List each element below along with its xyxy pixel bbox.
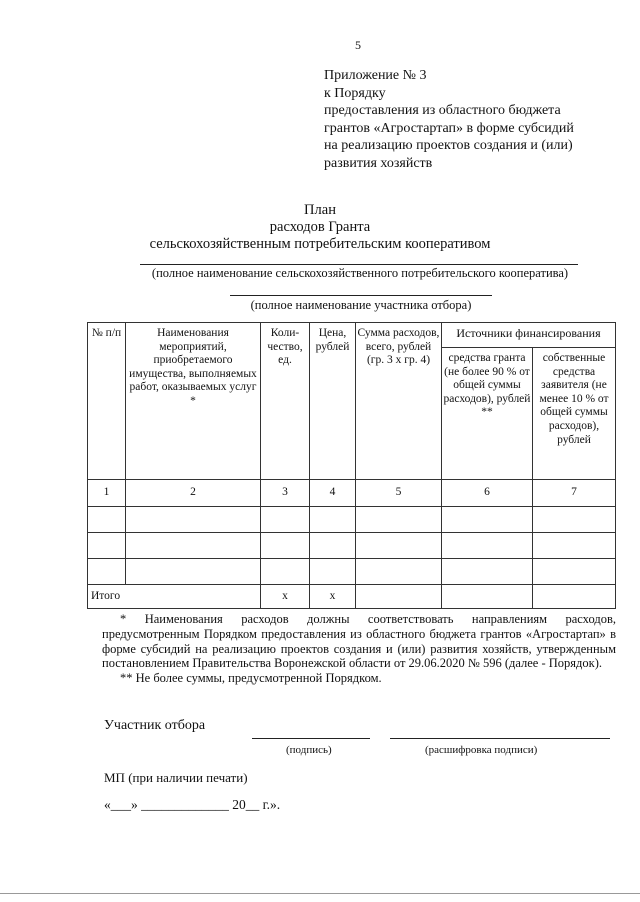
table-cell (310, 559, 356, 585)
table-cell (356, 533, 442, 559)
header-item-name: Наименования мероприятий, приобретаемого имущества, выполняемых работ, оказываемых услуг * (126, 323, 261, 480)
table-cell (356, 559, 442, 585)
total-quantity: x (261, 585, 310, 609)
header-quantity: Коли-чество, ед. (261, 323, 310, 480)
header-funding-sources: Источники финансирования (442, 323, 616, 348)
title-line: План (304, 202, 336, 218)
table-cell (533, 533, 616, 559)
header-total-sum: Сумма расходов, всего, рублей (гр. 3 х гр. 4) (356, 323, 442, 480)
table-cell (533, 507, 616, 533)
table-cell (261, 559, 310, 585)
participant-name-caption: (полное наименование участника отбора) (250, 298, 472, 312)
total-label: Итого (88, 585, 261, 609)
signature-caption: (подпись) (286, 744, 332, 756)
table-cell (310, 533, 356, 559)
table-row (88, 533, 616, 559)
signature-line (252, 738, 370, 739)
table-cell (533, 559, 616, 585)
stamp-note: МП (при наличии печати) (104, 770, 248, 785)
table-cell (126, 507, 261, 533)
column-number-cell: 7 (533, 480, 616, 507)
header-own-funds: собственные средства заявителя (не менее 10 % от общей суммы расходов), рублей (533, 348, 616, 480)
appendix-line: Приложение № 3 (324, 68, 427, 83)
page-bottom-rule (0, 893, 640, 894)
footnote-2: ** Не более суммы, предусмотренной Порядком. (120, 671, 382, 686)
total-price: x (310, 585, 356, 609)
table-cell (126, 559, 261, 585)
title-line: расходов Гранта (269, 219, 371, 235)
cooperative-name-caption: (полное наименование сельскохозяйственного потребительского кооператива) (151, 266, 569, 280)
footnotes (102, 612, 616, 686)
table-cell (442, 533, 533, 559)
appendix-line: на реализацию проектов создания и (или) (324, 138, 573, 153)
page-number: 5 (355, 38, 361, 52)
table-row (88, 507, 616, 533)
column-number-cell: 5 (356, 480, 442, 507)
table-cell (88, 533, 126, 559)
appendix-header (324, 67, 624, 172)
document-title (0, 202, 640, 253)
table-cell (442, 585, 533, 609)
appendix-line: к Порядку (324, 85, 386, 101)
table-cell (88, 507, 126, 533)
date-line: «___» _____________ 20__ г.». (104, 797, 281, 812)
table-row (88, 559, 616, 585)
signature-decode-line (390, 738, 610, 739)
column-number-cell: 4 (310, 480, 356, 507)
signature-decode-caption: (расшифровка подписи) (425, 744, 538, 756)
header-number: № п/п (88, 323, 126, 480)
footnote-1: * Наименования расходов должны соответствовать направлениям расходов, предусмотренным Порядком предоставления из областного бюджета грантов «Агростартап» в форме субсидий на реализацию проектов создания и (или) развития хозяйств, утвержденным постановлением Правительства Воронежской области от 29.06.2020 № 596 (далее - Порядок). (102, 612, 616, 671)
cooperative-name-line (140, 264, 578, 265)
column-number-cell: 6 (442, 480, 533, 507)
table-cell (88, 559, 126, 585)
table-cell (126, 533, 261, 559)
appendix-line: предоставления из областного бюджета (324, 103, 561, 118)
table-cell (533, 585, 616, 609)
table-cell (442, 559, 533, 585)
total-row (88, 585, 616, 609)
table-cell (310, 507, 356, 533)
signature-label: Участник отбора (104, 718, 206, 733)
table-cell (261, 533, 310, 559)
column-number-cell: 2 (126, 480, 261, 507)
header-price: Цена, рублей (310, 323, 356, 480)
table-cell (356, 507, 442, 533)
expense-plan-table (87, 322, 616, 609)
title-line: сельскохозяйственным потребительским кооперативом (149, 236, 491, 252)
table-cell (356, 585, 442, 609)
appendix-line: развития хозяйств (324, 155, 433, 171)
participant-name-line (230, 295, 492, 296)
appendix-line: грантов «Агростартап» в форме субсидий (324, 120, 574, 136)
header-grant-funds: средства гранта (не более 90 % от общей суммы расходов), рублей ** (442, 348, 533, 480)
column-number-cell: 1 (88, 480, 126, 507)
table-cell (261, 507, 310, 533)
table-cell (442, 507, 533, 533)
column-number-cell: 3 (261, 480, 310, 507)
